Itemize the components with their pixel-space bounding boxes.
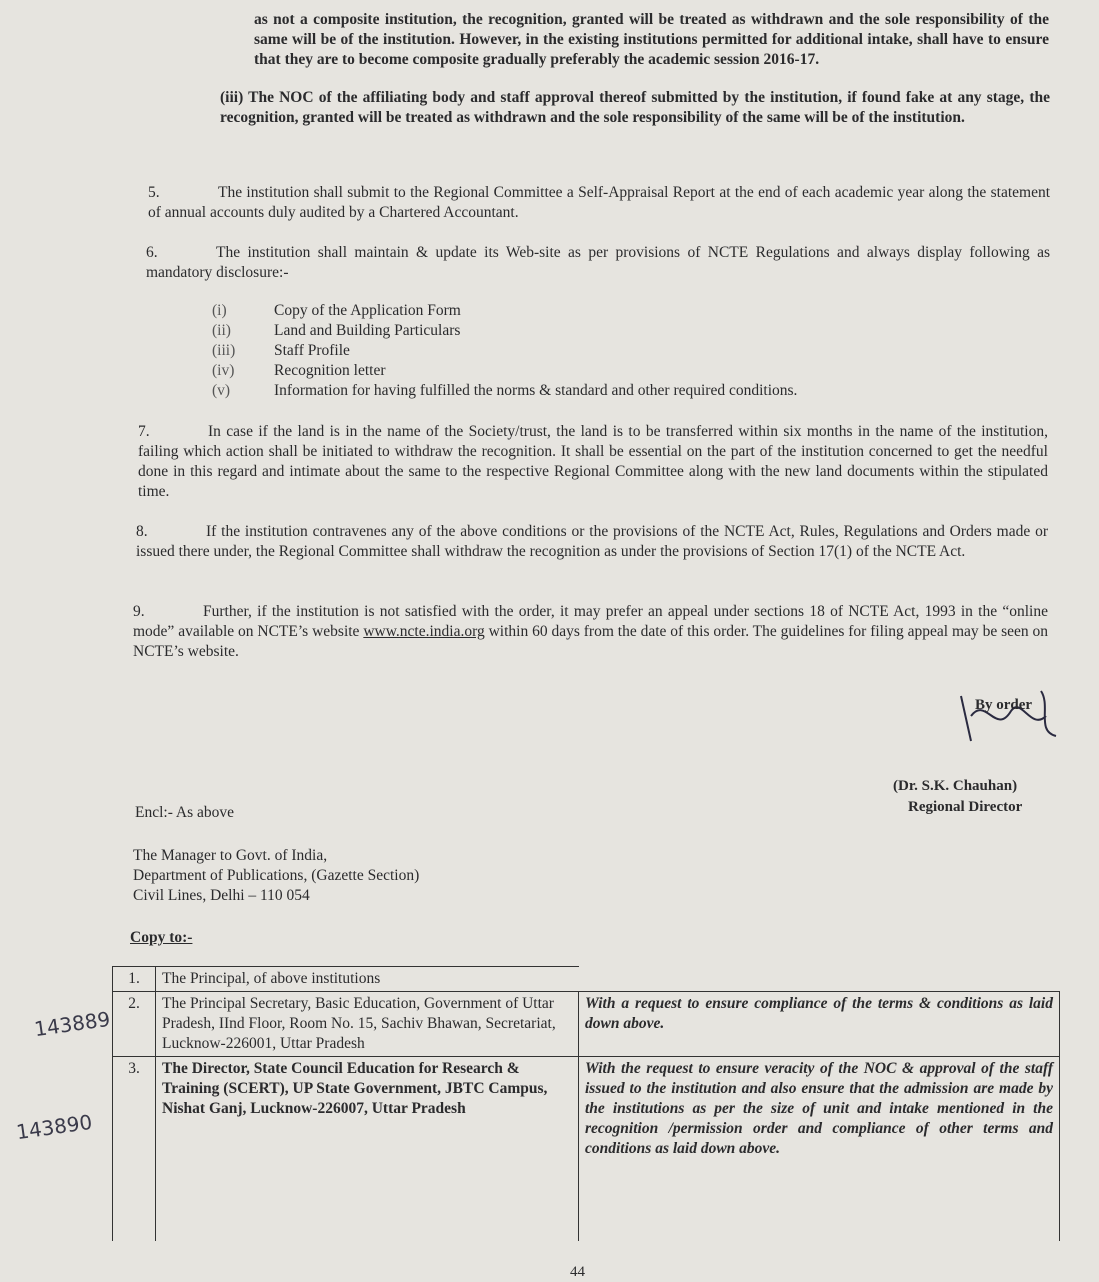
handwritten-number: 143890 (14, 1109, 94, 1145)
by-order-label: By order (975, 697, 1033, 713)
signatory-name: (Dr. S.K. Chauhan) (893, 778, 1018, 794)
paragraph-text: within 60 days from the date of this order. The guidelines for filing appeal may be seen on NCTE’s website. (133, 623, 1048, 660)
list-item: (i) Copy of the Application Form (212, 302, 461, 319)
paragraph-number: 7. (138, 423, 150, 440)
paragraph-number: 8. (136, 523, 148, 540)
table-row: 3. The Director, State Council Education for Research & Training (SCERT), UP State Government, JBTC Campus, Nishat Ganj, Lucknow-226007, Uttar Pradesh With the request to ensure veracity of the NOC & approval of the staff issued to the institution and also ensure that the admission are made by the institutions as per the size of unit and intake mentioned in the recognition /permission order and compliance of other terms and conditions as laid down above. (113, 1057, 1060, 1242)
copy-to-table (112, 966, 1060, 1241)
page-number: 44 (570, 1264, 585, 1280)
paragraph-text: The institution shall maintain & update its Web-site as per provisions of NCTE Regulations and always display following as mandatory disclosure:- (146, 244, 1050, 281)
copy-to-heading: Copy to:- (130, 929, 193, 946)
paragraph-text: In case if the land is in the name of the Society/trust, the land is to be transferred within six months in the name of the institution, failing which action shall be initiated to withdraw the recognition. It shall be essential on the part of the institution concerned to get the needful done in this regard and intimate about the same to the respective Regional Committee along with the new land documents within the stipulated time. (138, 423, 1048, 500)
list-item: (v) Information for having fulfilled the norms & standard and other required conditions. (212, 382, 798, 399)
list-item: (ii) Land and Building Particulars (212, 322, 461, 339)
recipient-address: The Manager to Govt. of India, Department of Publications, (Gazette Section) Civil Lines, Delhi – 110 054 (133, 847, 420, 904)
list-item: (iii) Staff Profile (212, 342, 350, 359)
table-row: 1. The Principal, of above institutions (113, 967, 1060, 992)
paragraph-number: 6. (146, 244, 158, 261)
paragraph-text: Further, if the institution is not satisfied with the order, it may prefer an appeal under sections 18 of NCTE Act, 1993 in the “online mode” available on NCTE’s website (133, 603, 1048, 640)
signatory-title: Regional Director (908, 799, 1023, 815)
enclosure-note: Encl:- As above (135, 804, 235, 821)
handwritten-number: 143889 (32, 1006, 112, 1042)
mandatory-disclosure-list (212, 301, 797, 401)
continued-clause: as not a composite institution, the recognition, granted will be treated as withdrawn and the sole responsibility of the same will be of the institution. However, in the existing institutions permitted for additional intake, shall have to ensure that they are to become composite gradually preferably the academic session 2016-17. (254, 11, 1049, 68)
paragraph-8 (136, 522, 1048, 562)
paragraph-number: 5. (148, 184, 160, 201)
table-row: 2. The Principal Secretary, Basic Education, Government of Uttar Pradesh, IInd Floor, Room No. 15, Sachiv Bhawan, Secretariat, Lucknow-226001, Uttar Pradesh With a request to ensure compliance of the terms & conditions as laid down above. (113, 992, 1060, 1057)
ncte-website-link[interactable]: www.ncte.india.org (363, 623, 485, 640)
paragraph-7 (138, 422, 1048, 502)
paragraph-6 (146, 243, 1050, 283)
paragraph-5 (148, 183, 1050, 223)
paragraph-text: If the institution contravenes any of the above conditions or the provisions of the NCTE Act, Rules, Regulations and Orders made or issued there under, the Regional Committee shall withdraw the recognition as under the provisions of Section 17(1) of the NCTE Act. (136, 523, 1048, 560)
paragraph-9 (133, 602, 1048, 662)
clause-iii: (iii) The NOC of the affiliating body and staff approval thereof submitted by the institution, if found fake at any stage, the recognition, granted will be treated as withdrawn and the sole responsibility of the same will be of the institution. (220, 89, 1050, 126)
paragraph-number: 9. (133, 603, 145, 620)
paragraph-text: The institution shall submit to the Regional Committee a Self-Appraisal Report at the end of each academic year along the statement of annual accounts duly audited by a Chartered Accountant. (148, 184, 1050, 221)
list-item: (iv) Recognition letter (212, 362, 386, 379)
